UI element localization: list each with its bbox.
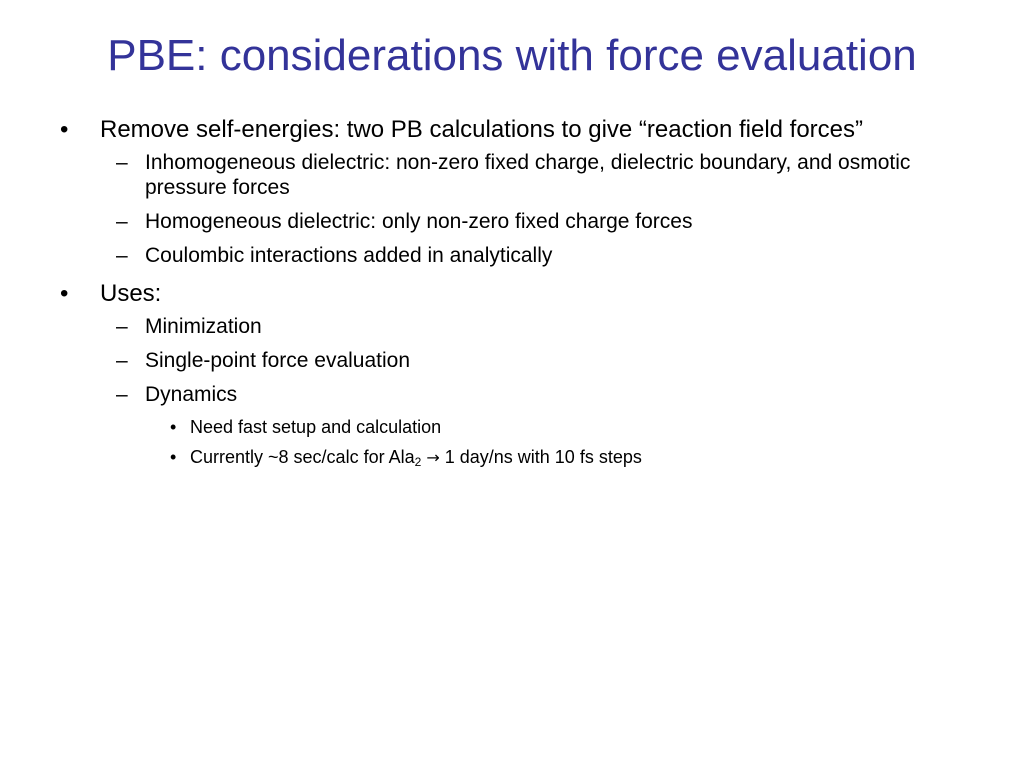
sub-bullet-minimization <box>60 314 960 339</box>
sub-bullet-text: Homogeneous dielectric: only non-zero fixed charge forces <box>145 210 693 233</box>
sub-bullet-single-point <box>60 348 960 373</box>
sub-bullet-homogeneous <box>60 209 960 234</box>
sub-bullet-dynamics <box>60 382 960 407</box>
dash-marker: – <box>116 349 128 372</box>
slide-body <box>60 116 960 477</box>
sub-bullet-inhomogeneous <box>60 150 960 200</box>
sub-bullet-text: Coulombic interactions added in analytically <box>145 244 553 267</box>
dot-marker: • <box>170 417 177 437</box>
dash-marker: – <box>116 383 128 406</box>
sub-sub-bullet-text-before: Currently ~8 sec/calc for Ala <box>190 447 415 467</box>
bullet-text: Remove self-energies: two PB calculations to give “reaction field forces” <box>100 116 864 143</box>
dash-marker: – <box>116 315 128 338</box>
sub-bullet-text: Dynamics <box>145 383 238 406</box>
right-arrow-icon: → <box>426 448 440 467</box>
dot-marker: • <box>170 447 177 467</box>
bullet-remove-self-energies <box>60 116 960 144</box>
sub-sub-bullet-currently <box>60 446 960 469</box>
sub-sub-bullet-text: Need fast setup and calculation <box>190 417 442 437</box>
subscript-two: 2 <box>414 455 422 469</box>
sub-sub-bullet-fast-setup <box>60 416 960 438</box>
sub-bullet-text: Single-point force evaluation <box>145 349 411 372</box>
bullet-uses <box>60 280 960 308</box>
dash-marker: – <box>116 151 128 174</box>
dash-marker: – <box>116 244 128 267</box>
sub-bullet-text: Minimization <box>145 315 262 338</box>
sub-bullet-coulombic <box>60 243 960 268</box>
sub-bullet-text: Inhomogeneous dielectric: non-zero fixed charge, dielectric boundary, and osmotic pressure forces <box>145 151 911 199</box>
bullet-marker: • <box>60 116 69 143</box>
bullet-text: Uses: <box>100 280 162 307</box>
slide-title: PBE: considerations with force evaluation <box>107 31 917 80</box>
bullet-marker: • <box>60 280 69 307</box>
dash-marker: – <box>116 210 128 233</box>
sub-sub-bullet-text-after: 1 day/ns with 10 fs steps <box>444 447 642 467</box>
